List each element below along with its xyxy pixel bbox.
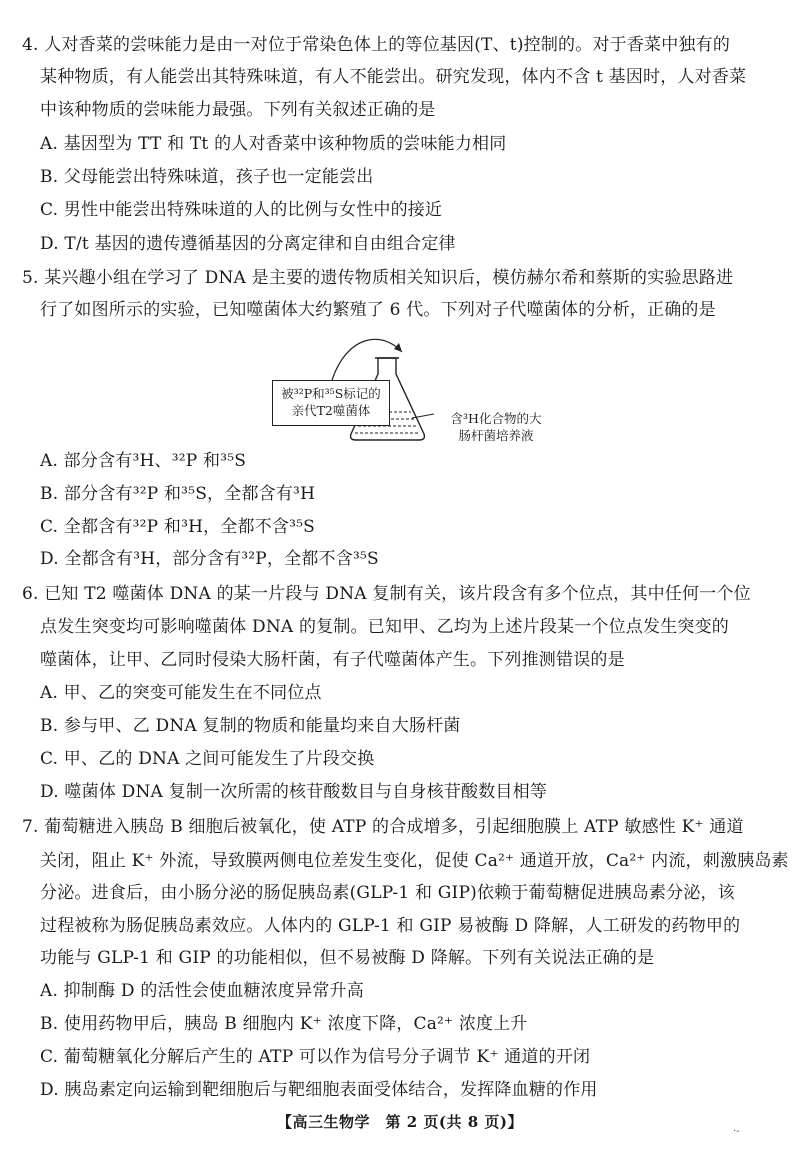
q7-option-c: C. 葡萄糖氧化分解后产生的 ATP 可以作为信号分子调节 K⁺ 通道的开闭 <box>40 1047 591 1067</box>
q7-option-a: A. 抑制酶 D 的活性会使血糖浓度异常升高 <box>40 981 364 1001</box>
q4-stem-line-1: 4. 人对香菜的尝味能力是由一对位于常染色体上的等位基因(T、t)控制的。对于香菜中独有的 <box>22 35 731 55</box>
parent-phage-label-line-2: 亲代T2噬菌体 <box>291 403 371 418</box>
q7-stem-line-4: 过程被称为肠促胰岛素效应。人体内的 GLP-1 和 GIP 易被酶 D 降解，人工研发的药物甲的 <box>40 916 741 936</box>
q7-stem-line-1: 7. 葡萄糖进入胰岛 B 细胞后被氧化，使 ATP 的合成增多，引起细胞膜上 ATP 敏感性 K⁺ 通道 <box>22 817 744 837</box>
q7-stem-line-5: 功能与 GLP-1 和 GIP 的功能相似，但不易被酶 D 降解。下列有关说法正确的是 <box>40 948 655 968</box>
experiment-figure <box>262 330 562 450</box>
q7-option-d: D. 胰岛素定向运输到靶细胞后与靶细胞表面受体结合，发挥降血糖的作用 <box>40 1080 598 1100</box>
q6-option-a: A. 甲、乙的突变可能发生在不同位点 <box>40 683 322 703</box>
q4-stem-line-2: 某种物质，有人能尝出其特殊味道，有人不能尝出。研究发现，体内不含 t 基因时，人对香菜 <box>40 67 747 87</box>
q7-stem-line-3: 分泌。进食后，由小肠分泌的肠促胰岛素(GLP-1 和 GIP)依赖于葡萄糖促进胰岛素分泌，该 <box>40 883 735 903</box>
q4-option-d: D. T/t 基因的遗传遵循基因的分离定律和自由组合定律 <box>40 234 456 254</box>
q6-option-c: C. 甲、乙的 DNA 之间可能发生了片段交换 <box>40 749 375 769</box>
page-footer: 【高三生物学 第 2 页(共 8 页)】 <box>277 1113 523 1131</box>
q5-stem-line-2: 行了如图所示的实验，已知噬菌体大约繁殖了 6 代。下列对子代噬菌体的分析，正确的是 <box>40 300 716 320</box>
parent-phage-label-line-1: 被³²P和³⁵S标记的 <box>281 386 381 401</box>
q5-option-b: B. 部分含有³²P 和³⁵S，全都含有³H <box>40 484 316 504</box>
culture-medium-label <box>430 410 562 444</box>
q6-option-d: D. 噬菌体 DNA 复制一次所需的核苷酸数目与自身核苷酸数目相等 <box>40 782 548 802</box>
q7-option-b: B. 使用药物甲后，胰岛 B 细胞内 K⁺ 浓度下降，Ca²⁺ 浓度上升 <box>40 1014 528 1034</box>
culture-medium-label-line-1: 含³H化合物的大 <box>450 411 542 426</box>
q5-option-d: D. 全都含有³H，部分含有³²P，全都不含³⁵S <box>40 549 379 569</box>
culture-medium-label-line-2: 肠杆菌培养液 <box>458 428 534 443</box>
q6-stem-line-3: 噬菌体，让甲、乙同时侵染大肠杆菌，有子代噬菌体产生。下列推测错误的是 <box>40 650 625 670</box>
q4-option-b: B. 父母能尝出特殊味道，孩子也一定能尝出 <box>40 167 374 187</box>
q4-option-c: C. 男性中能尝出特殊味道的人的比例与女性中的接近 <box>40 200 443 220</box>
q5-stem-line-1: 5. 某兴趣小组在学习了 DNA 是主要的遗传物质相关知识后，模仿赫尔希和蔡斯的实验思路进 <box>22 268 734 288</box>
arrow-head <box>394 343 402 352</box>
parent-phage-label-box <box>272 380 390 426</box>
q5-option-c: C. 全都含有³²P 和³H，全都不含³⁵S <box>40 517 315 537</box>
q6-stem-line-1: 6. 已知 T2 噬菌体 DNA 的某一片段与 DNA 复制有关，该片段含有多个位点，其中任何一个位 <box>22 584 751 604</box>
corner-mark: ·- <box>733 1126 740 1137</box>
q4-option-a: A. 基因型为 TT 和 Tt 的人对香菜中该种物质的尝味能力相同 <box>40 134 507 154</box>
q4-stem-line-3: 中该种物质的尝味能力最强。下列有关叙述正确的是 <box>40 100 436 120</box>
q5-option-a: A. 部分含有³H、³²P 和³⁵S <box>40 451 247 471</box>
q6-option-b: B. 参与甲、乙 DNA 复制的物质和能量均来自大肠杆菌 <box>40 716 461 736</box>
arrow-curve <box>332 339 402 380</box>
q6-stem-line-2: 点发生突变均可影响噬菌体 DNA 的复制。已知甲、乙均为上述片段某一个位点发生突变的 <box>40 617 729 637</box>
q7-stem-line-2: 关闭，阻止 K⁺ 外流，导致膜两侧电位差发生变化，促使 Ca²⁺ 通道开放，Ca²⁺ 内流，刺激胰岛素 <box>40 851 789 871</box>
